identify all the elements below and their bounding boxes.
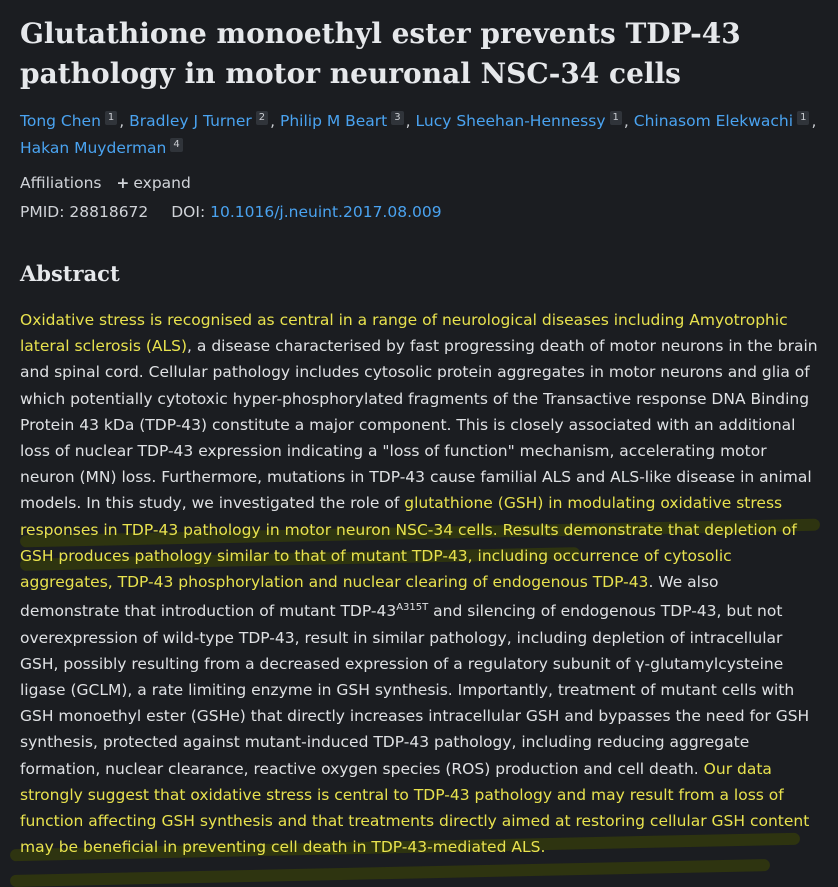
doi-link[interactable]: 10.1016/j.neuint.2017.08.009: [210, 203, 442, 221]
pmid-label: PMID:: [20, 203, 65, 221]
mutation-superscript: A315T: [396, 602, 429, 614]
abstract-heading: Abstract: [20, 261, 120, 286]
affiliation-number[interactable]: 1: [797, 111, 809, 125]
author-separator: ,: [623, 112, 629, 130]
affiliation-number[interactable]: 4: [170, 138, 182, 152]
affiliations-label: Affiliations: [20, 174, 102, 192]
author-list: [20, 108, 818, 162]
author-link[interactable]: Hakan Muyderman: [20, 139, 167, 157]
author-separator: ,: [405, 112, 411, 130]
author-link[interactable]: Chinasom Elekwachi: [633, 112, 794, 130]
highlighted-text: glutathione (GSH) in modulating oxidative stress responses in TDP-43 pathology in motor neuron NSC-34 cells. Results demonstrate that depletion of GSH produces pathology similar to that of mutant TDP-43, including occurrence of cytosolic aggregates, TDP-43 phosphorylation and nuclear clearing of endogenous TDP-43: [20, 494, 797, 592]
author-link[interactable]: Lucy Sheehan-Hennessy: [415, 112, 606, 130]
expand-affiliations-button[interactable]: [116, 174, 190, 192]
highlighted-text: Our data strongly suggest that oxidative stress is central to TDP-43 pathology and may result from a loss of function affecting GSH synthesis and that treatments directly aimed at restoring cellular GSH content may be beneficial in preventing cell death in TDP-43-mediated ALS.: [20, 759, 810, 857]
abstract-text-segment: and silencing of endogenous TDP-43, but not overexpression of wild-type TDP-43, result in similar pathology, including depletion of intracellular GSH, possibly resulting from a decreased expression of a regulatory subunit of γ-glutamylcysteine ligase (GCLM), a rate limiting enzyme in GSH synthesis. Importantly, treatment of mutant cells with GSH monoethyl ester (GSHe) that directly increases intracellular GSH and bypasses the need for GSH synthesis, protected against mutant-induced TDP-43 pathology, including reducing aggregate formation, nuclear clearance, reactive oxygen species (ROS) production and cell death.: [20, 602, 810, 778]
identifiers-row: [20, 201, 818, 223]
abstract-text-segment: , a disease characterised by fast progressing death of motor neurons in the brain and spinal cord. Cellular pathology includes cytosolic protein aggregates in motor neurons and glia of which potentially cytotoxic hyper-phosphorylated fragments of the Transactive response DNA Binding Protein 43 kDa (TDP-43) constitute a major component. This is closely associated with an additional loss of nuclear TDP-43 expression indicating a "loss of function" mechanism, accelerating motor neuron (MN) loss. Furthermore, mutations in TDP-43 cause familial ALS and ALS-like disease in animal models. In this study, we investigated the role of: [20, 337, 818, 513]
author-link[interactable]: Philip M Beart: [279, 112, 388, 130]
author-link[interactable]: Tong Chen: [20, 112, 101, 130]
plus-icon: +: [116, 174, 130, 192]
affiliations-row: [20, 172, 818, 194]
article-title: [20, 14, 818, 94]
expand-label: expand: [133, 174, 191, 192]
author-separator: ,: [119, 112, 125, 130]
highlight-underline: [10, 859, 770, 887]
highlighted-text: Oxidative stress is recognised as central in a range of neurological diseases including Amyotrophic lateral sclerosis (ALS): [20, 311, 788, 356]
author-separator: ,: [811, 112, 817, 130]
title-line-1: Glutathione monoethyl ester prevents TDP-43: [20, 17, 741, 50]
abstract-section: [20, 307, 818, 860]
affiliation-number[interactable]: 2: [256, 111, 268, 125]
abstract-text: [20, 307, 820, 860]
affiliation-number[interactable]: 1: [105, 111, 117, 125]
affiliation-number[interactable]: 1: [610, 111, 622, 125]
title-line-2: pathology in motor neuronal NSC-34 cells: [20, 57, 681, 90]
abstract-text-segment: . We also demonstrate that introduction of mutant TDP-43: [20, 573, 719, 621]
author-link[interactable]: Bradley J Turner: [129, 112, 252, 130]
affiliation-number[interactable]: 3: [391, 111, 403, 125]
author-separator: ,: [270, 112, 276, 130]
pmid-value: 28818672: [69, 203, 149, 221]
doi-label: DOI:: [171, 203, 206, 221]
